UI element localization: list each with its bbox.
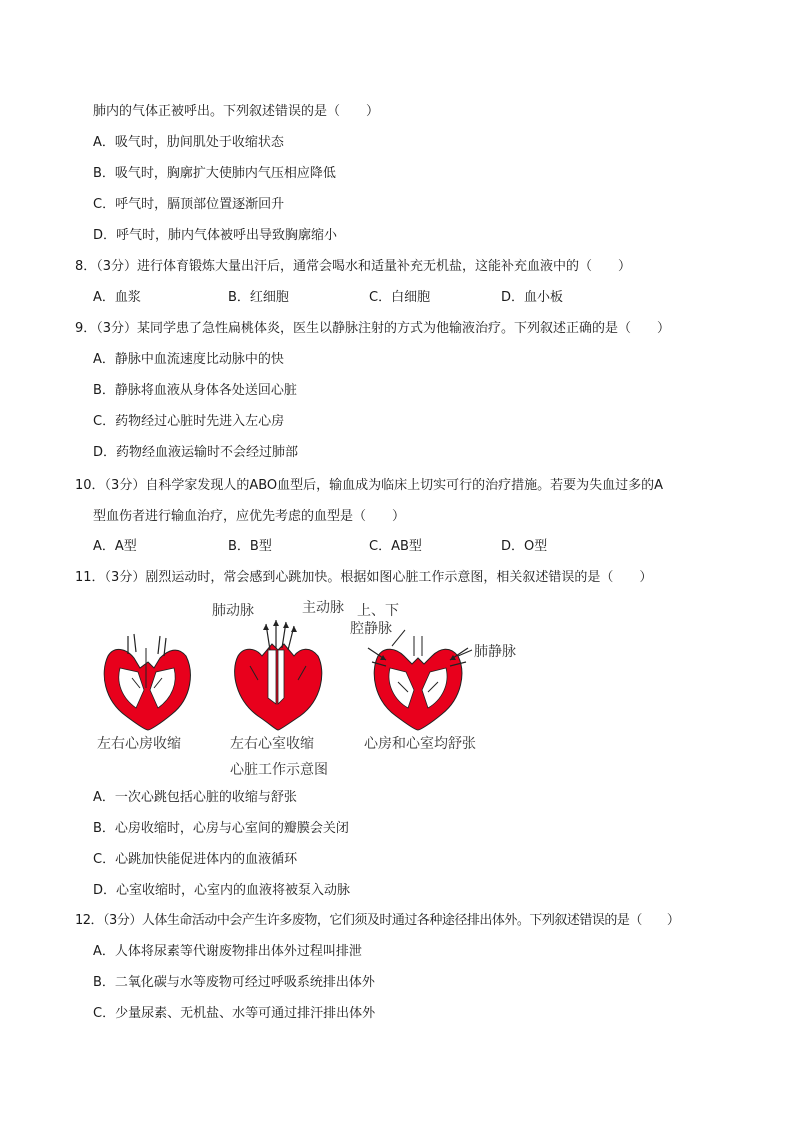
q7-option-d: D．呼气时，肺内气体被呼出导致胸廓缩小 (93, 228, 338, 243)
q11-option-a: A．一次心跳包括心脏的收缩与舒张 (93, 790, 297, 805)
figure-title: 心脏工作示意图 (230, 762, 328, 778)
q7-option-a: A．吸气时，肋间肌处于收缩状态 (93, 135, 284, 150)
label-pulmonary-artery: 肺动脉 (212, 603, 254, 619)
q11-stem: 11．（3分）剧烈运动时，常会感到心跳加快。根据如图心脏工作示意图，相关叙述错误的是（ ） (75, 570, 653, 585)
q9-stem: 9．（3分）某同学患了急性扁桃体炎，医生以静脉注射的方式为他输液治疗。下列叙述正确的是（ ） (75, 321, 671, 336)
caption-atria-contract: 左右心房收缩 (97, 736, 181, 752)
q7-option-c: C．呼气时，膈顶部位置逐渐回升 (93, 197, 285, 212)
q12-stem: 12．（3分）人体生命活动中会产生许多废物，它们须及时通过各种途径排出体外。下列叙述错误的是（ ） (75, 913, 680, 928)
q12-option-b: B．二氧化碳与水等废物可经过呼吸系统排出体外 (93, 975, 375, 990)
q11-option-c: C．心跳加快能促进体内的血液循环 (93, 852, 298, 867)
q10-stem-line1: 10．（3分）自科学家发现人的ABO血型后，输血成为临床上切实可行的治疗措施。若要为失血过多的A (75, 478, 664, 493)
q9-option-b: B．静脉将血液从身体各处送回心脏 (93, 383, 297, 398)
q12-option-a: A．人体将尿素等代谢废物排出体外过程叫排泄 (93, 944, 362, 959)
q9-option-c: C．药物经过心脏时先进入左心房 (93, 414, 285, 429)
q8-option-d: D．血小板 (501, 290, 564, 305)
q8-option-b: B．红细胞 (228, 290, 289, 305)
caption-both-relaxed: 心房和心室均舒张 (364, 736, 476, 752)
caption-ventricles-contract: 左右心室收缩 (230, 736, 314, 752)
q11-option-d: D．心室收缩时，心室内的血液将被泵入动脉 (93, 883, 351, 898)
q10-option-d: D．O型 (501, 539, 548, 554)
q11-option-b: B．心房收缩时，心房与心室间的瓣膜会关闭 (93, 821, 349, 836)
q10-option-a: A．A型 (93, 539, 137, 554)
label-vena-cava-line2: 腔静脉 (350, 621, 392, 637)
q7-stem-continuation: 肺内的气体正被呼出。下列叙述错误的是（ ） (93, 104, 380, 119)
q8-option-c: C．白细胞 (369, 290, 431, 305)
q9-option-d: D．药物经血液运输时不会经过肺部 (93, 445, 299, 460)
q7-option-b: B．吸气时，胸廓扩大使肺内气压相应降低 (93, 166, 336, 181)
q8-option-a: A．血浆 (93, 290, 141, 305)
q10-stem-line2: 型血伤者进行输血治疗，应优先考虑的血型是（ ） (93, 509, 406, 524)
q10-option-c: C．AB型 (369, 539, 422, 554)
label-pulmonary-vein: 肺静脉 (474, 644, 516, 660)
label-vena-cava-line1: 上、下 (357, 603, 399, 619)
q9-option-a: A．静脉中血流速度比动脉中的快 (93, 352, 284, 367)
q10-option-b: B．B型 (228, 539, 272, 554)
q8-stem: 8．（3分）进行体育锻炼大量出汗后，通常会喝水和适量补充无机盐，这能补充血液中的（ ） (75, 259, 632, 274)
q12-option-c: C．少量尿素、无机盐、水等可通过排汗排出体外 (93, 1006, 376, 1021)
label-aorta: 主动脉 (302, 600, 344, 616)
